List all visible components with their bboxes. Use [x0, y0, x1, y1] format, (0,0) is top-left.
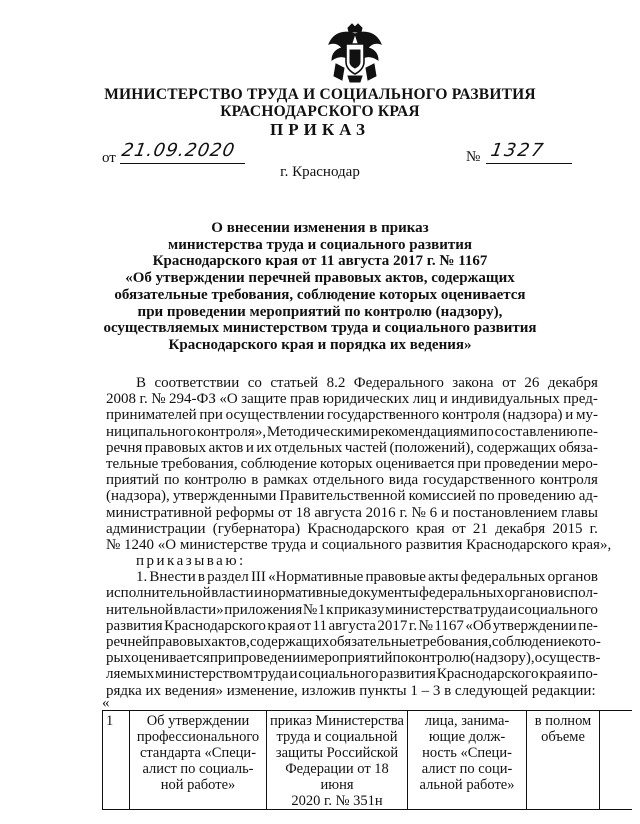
- document-type: ПРИКАЗ: [270, 120, 370, 139]
- body-line: ляемых министерством труда и социального развития Краснодарского края и по-: [106, 666, 598, 683]
- title-line: министерства труда и социального развития: [167, 236, 473, 253]
- table-row: [103, 711, 633, 810]
- table-cell-line: объеме: [541, 729, 585, 745]
- body-line: В соответствии со статьей 8.2 Федерального закона от 26 декабря: [136, 375, 598, 391]
- table-cell-subjects: [408, 711, 527, 810]
- body-line: тельные требования, соблюдение которых оценивается при проведении меро-: [106, 455, 598, 472]
- title-line: при проведении мероприятий по контролю (надзору),: [137, 303, 503, 320]
- body-line: рядка их ведения» изменение, изложив пункты 1 – 3 в следующей редакции:: [106, 682, 596, 699]
- date-label: от: [102, 150, 116, 166]
- body-line: № 1240 «О министерстве труда и социального развития Краснодарского края»,: [106, 536, 612, 553]
- table-cell-line: ной работе»: [160, 777, 236, 793]
- body-line: речней правовых актов, содержащих обязательные требования, соблюдение кото-: [106, 634, 601, 650]
- city: г. Краснодар: [280, 164, 360, 180]
- body-line: принимателей при осуществлении государственного контроля (надзора) и му-: [106, 407, 598, 424]
- table-cell-empty: [600, 711, 633, 810]
- table-cell-line: альной работе»: [419, 777, 515, 793]
- opening-quote: «: [102, 695, 110, 711]
- table-cell-line: в полном: [534, 713, 592, 729]
- body-line: развития Краснодарского края от 11 августа 2017 г. № 1167 «Об утверждении пе-: [106, 617, 598, 634]
- table-cell-scope: [527, 711, 600, 810]
- table-cell-act-details: [267, 711, 408, 810]
- title-line: Краснодарского края и порядка их ведения»: [168, 336, 472, 353]
- table-cell-line: ющие долж-: [428, 729, 506, 745]
- body-line: министративной реформы от 18 августа 2016 г. № 6 и постановлением главы: [106, 504, 598, 521]
- table-cell-line: алист по соци-: [421, 761, 513, 777]
- number-value: 1327: [489, 140, 547, 161]
- body-line: речня правовых актов и их отдельных частей (положений), содержащих обяза-: [106, 439, 598, 456]
- body-line: исполнительной власти и нормативные документы федеральных органов испол-: [106, 585, 598, 602]
- body-line: ниципального контроля», Методическими рекомендациями по составлению пе-: [106, 423, 598, 440]
- number-label: №: [466, 149, 481, 165]
- title-line: О внесении изменения в приказ: [211, 220, 429, 236]
- table-cell-line: Об утверждении: [146, 713, 250, 729]
- body-line: рых оценивается при проведении мероприятий по контролю (надзору), осуществ-: [106, 650, 601, 667]
- table-cell-line: труда и социальной: [276, 729, 398, 745]
- body-line: нительной власти» приложения № 1 к приказу министерства труда и социального: [106, 601, 598, 618]
- body-line: 2008 г. № 294-ФЗ «О защите прав юридических лиц и индивидуальных пред-: [106, 391, 598, 408]
- acts-table: [102, 710, 632, 810]
- date-value: 21.09.2020: [120, 140, 237, 161]
- title-line: «Об утверждении перечней правовых актов, содержащих: [125, 270, 515, 287]
- table-cell-line: алист по социаль-: [142, 761, 254, 777]
- body-line: приказываю:: [136, 553, 246, 570]
- ministry-name-line2: КРАСНОДАРСКОГО КРАЯ: [220, 103, 420, 120]
- ministry-name-line1: МИНИСТЕРСТВО ТРУДА И СОЦИАЛЬНОГО РАЗВИТИЯ: [104, 86, 536, 103]
- table-cell-number: 1: [103, 711, 130, 810]
- table-cell-line: стандарта «Специ-: [139, 745, 257, 761]
- table-cell-line: приказ Министерства: [270, 713, 404, 729]
- title-line: Краснодарского края от 11 августа 2017 г. № 1167: [152, 253, 488, 270]
- coat-of-arms-icon: [326, 22, 384, 84]
- body-line: (надзора), утвержденными Правительственной комиссией по проведению ад-: [106, 488, 598, 505]
- table-cell-line: ность «Специ-: [422, 745, 512, 761]
- title-line: осуществляемых министерством труда и социального развития: [103, 320, 537, 337]
- table-cell-line: 2020 г. № 351н: [291, 793, 383, 809]
- body-line: администрации (губернатора) Краснодарского края от 21 декабря 2015 г.: [106, 520, 598, 537]
- table-cell-line: Федерации от 18 июня: [285, 761, 389, 793]
- body-line: приятий по контролю в рамках отдельного вида государственного контроля: [106, 472, 598, 489]
- body-line: 1. Внести в раздел III «Нормативные правовые акты федеральных органов: [136, 569, 598, 586]
- title-line: обязательные требования, соблюдение которых оценивается: [114, 286, 526, 303]
- table-cell-line: защиты Российской: [275, 745, 399, 761]
- table-cell-act-name: [130, 711, 267, 810]
- document-body: [106, 375, 612, 699]
- table-cell-line: лица, занима-: [424, 713, 510, 729]
- table-cell-line: профессионального: [136, 729, 260, 745]
- document-title: [0, 220, 640, 354]
